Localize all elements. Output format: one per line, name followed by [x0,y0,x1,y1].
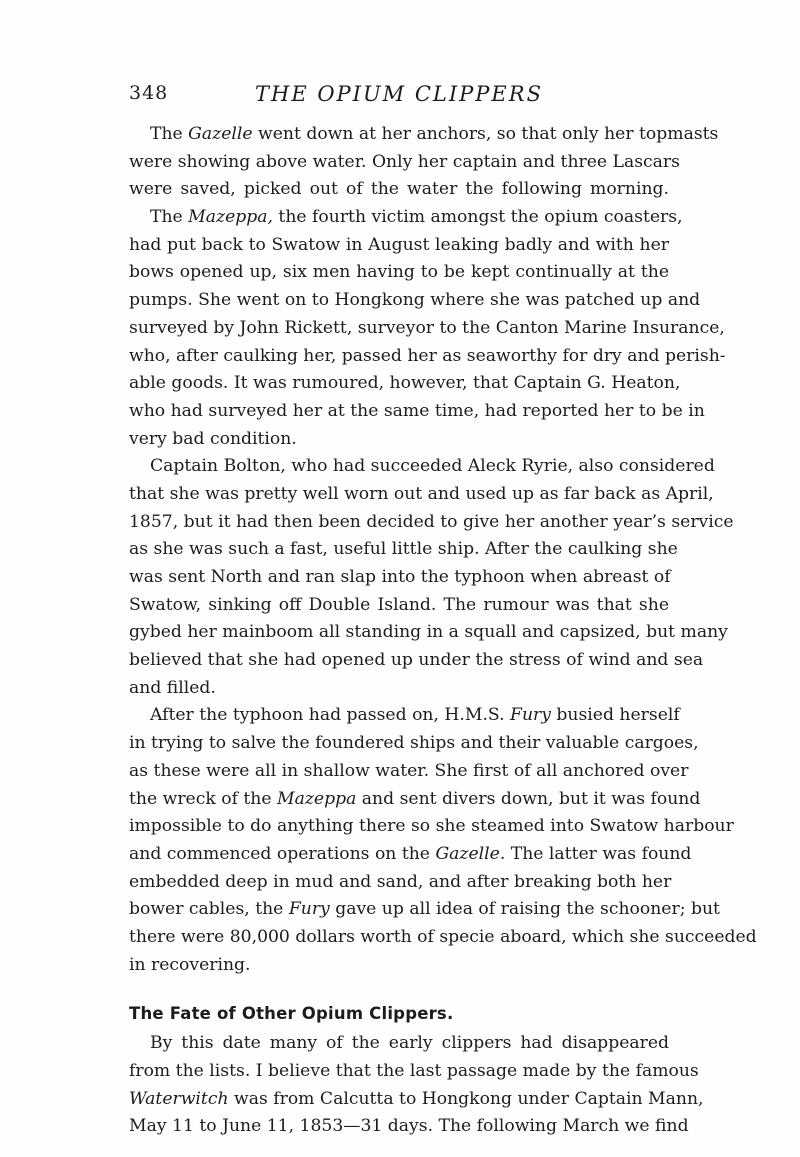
text-line: as these were all in shallow water. She first of all anchored over [129,760,689,781]
text-line: Swatow, sinking off Double Island. The rumour was that she [129,594,669,615]
text-line: the wreck of the Mazeppa and sent divers down, but it was found [129,788,701,809]
page-number: 348 [129,82,169,104]
text-line: Waterwitch was from Calcutta to Hongkong under Captain Mann, [129,1088,704,1109]
section-heading: The Fate of Other Opium Clippers. [129,1004,454,1024]
text-line: who had surveyed her at the same time, had reported her to be in [129,400,705,421]
text-line: were showing above water. Only her captain and three Lascars [129,151,680,172]
text-line: very bad condition. [129,428,297,449]
ship-name: Gazelle [188,124,253,144]
text-line: who, after caulking her, passed her as seaworthy for dry and perish- [129,345,726,366]
text-line: believed that she had opened up under the stress of wind and sea [129,650,704,671]
ship-name: Fury [288,899,330,920]
text-line: By this date many of the early clippers had disappeared [150,1033,669,1054]
ship-name: Waterwitch [129,1088,229,1109]
text-line: gybed her mainboom all standing in a squall and capsized, but many [129,622,728,643]
text-line: there were 80,000 dollars worth of specie aboard, which she succeeded [129,926,757,947]
text-line: May 11 to June 11, 1853—31 days. The following March we find [129,1116,689,1137]
text-line: was sent North and ran slap into the typhoon when abreast of [129,567,671,587]
text-line: bower cables, the Fury gave up all idea of raising the schooner; but [129,899,720,920]
ship-name: Mazeppa [277,788,357,809]
ship-name: Mazeppa, [188,207,273,228]
text-line: impossible to do anything there so she steamed into Swatow harbour [129,816,734,837]
section-gap [129,979,669,1000]
text-line: bows opened up, six men having to be kept continually at the [129,262,669,283]
text-line: as she was such a fast, useful little ship. After the caulking she [129,539,678,560]
text-line: The Gazelle went down at her anchors, so that only her topmasts [150,124,719,144]
ship-name: Gazelle. [435,843,506,864]
running-head [129,82,669,114]
running-title: THE OPIUM CLIPPERS [255,82,543,106]
body-text [129,121,757,1141]
text-line: from the lists. I believe that the last passage made by the famous [129,1061,699,1081]
text-line: surveyed by John Rickett, surveyor to the Canton Marine Insurance, [129,317,725,338]
text-line: pumps. She went on to Hongkong where she was patched up and [129,290,701,311]
text-line: were saved, picked out of the water the following morning. [129,179,669,200]
text-line: that she was pretty well worn out and used up as far back as April, [129,483,714,504]
text-line: in trying to salve the foundered ships and their valuable cargoes, [129,733,699,754]
ship-name: Fury [510,705,551,726]
text-line: After the typhoon had passed on, H.M.S. Fury busied herself [150,705,680,726]
text-line: had put back to Swatow in August leaking badly and with her [129,234,669,255]
text-line: able goods. It was rumoured, however, that Captain G. Heaton, [129,373,681,394]
text-line: 1857, but it had then been decided to give her another year’s service [129,511,734,532]
text-line: in recovering. [129,954,251,975]
text-line: and commenced operations on the Gazelle. The latter was found [129,843,692,864]
text-line: and filled. [129,677,216,698]
text-line: embedded deep in mud and sand, and after breaking both her [129,871,672,892]
text-line: The Mazeppa, the fourth victim amongst the opium coasters, [150,207,683,228]
text-line: Captain Bolton, who had succeeded Aleck Ryrie, also considered [150,456,715,477]
